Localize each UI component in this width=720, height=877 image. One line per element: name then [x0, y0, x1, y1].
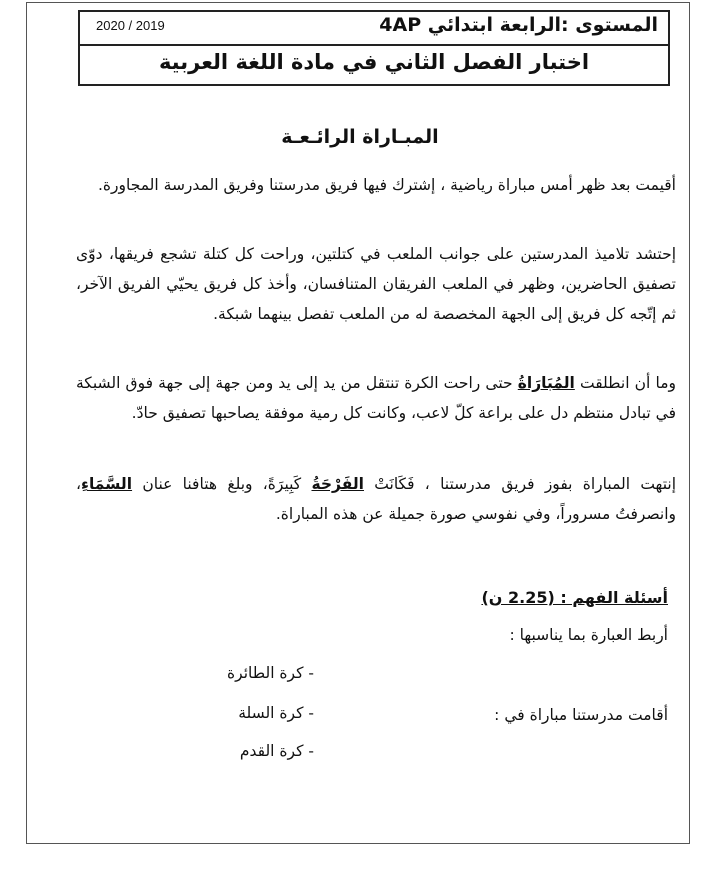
- paragraph-2: إحتشد تلاميذ المدرستين على جوانب الملعب في كتلتين، وراحت كل كتلة تشجع فريقها، دوّى تصفيق الحاضرين، وظهر في الملعب الفريقان المتنافسان، وأخذ كل فريق يحيّي الفريق الآخر، ثم إتّجه كل فريق إلى الجهة المخصصة له من الملعب تفصل بينهما شبكة.: [76, 245, 676, 323]
- paragraph-4: [76, 469, 676, 529]
- paragraph-4-text-a: إنتهت المباراة بفوز فريق مدرستنا ، فَكَانَتْ: [364, 475, 676, 493]
- option-basketball: - كرة السلة: [238, 704, 314, 722]
- paragraph-1: أقيمت بعد ظهر أمس مباراة رياضية ، إشترك فيها فريق مدرستنا وفريق المدرسة المجاورة.: [97, 176, 676, 194]
- school-year: 2020 / 2019: [96, 18, 165, 33]
- option-volleyball: - كرة الطائرة: [227, 664, 314, 682]
- header-divider: [80, 44, 668, 46]
- story-title: المبـاراة الرائـعـة: [281, 126, 439, 148]
- underlined-word-match: المُبَارَاةُ: [517, 374, 575, 392]
- header-box: [78, 10, 670, 86]
- paragraph-4-text-b: كَبِيرَةً، وبلغ هتافنا عنان: [132, 475, 312, 493]
- underlined-word-joy: الفَرْحَةُ: [311, 475, 364, 493]
- option-football: - كرة القدم: [239, 742, 314, 760]
- question-instruction: أربط العبارة بما يناسبها :: [509, 626, 668, 644]
- level-label: المستوى :الرابعة ابتدائي 4AP: [379, 14, 658, 36]
- paragraph-3: [76, 368, 676, 428]
- paragraph-4-text-c: ، وانصرفتُ مسروراً، وفي نفوسي صورة جميلة عن هذه المباراة.: [76, 475, 676, 523]
- paragraph-3-text-b: حتى راحت الكرة تنتقل من يد إلى يد ومن جهة إلى جهة فوق الشبكة في تبادل منتظم دل على براعة كلّ لاعب، وكانت كل رمية موفقة يصاحبها تصفيق حادّ.: [76, 374, 676, 422]
- questions-heading: أسئلة الفهم : (2.25 ن): [481, 588, 668, 607]
- exam-title: اختبار الفصل الثاني في مادة اللغة العربية: [158, 50, 590, 74]
- question-stem: أقامت مدرستنا مباراة في :: [494, 706, 668, 724]
- paragraph-3-text-a: وما أن انطلقت: [574, 374, 676, 392]
- underlined-word-sky: السَّمَاءِ: [81, 475, 133, 493]
